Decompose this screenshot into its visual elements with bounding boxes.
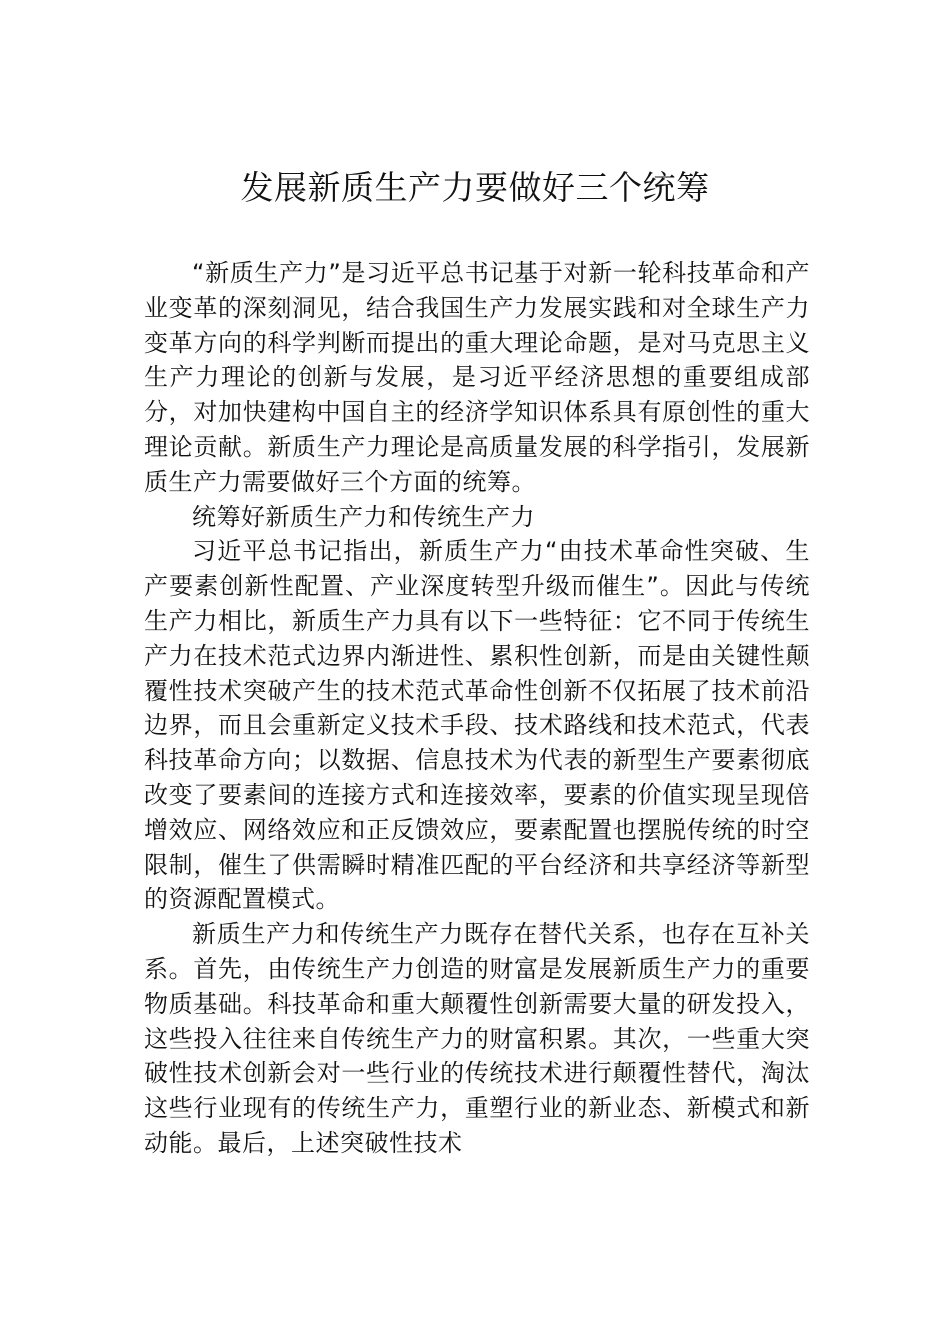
- section-heading: 统筹好新质生产力和传统生产力: [192, 502, 535, 531]
- paragraph-intro: “新质生产力”是习近平总书记基于对新一轮科技革命和产业变革的深刻洞见，结合我国生产力发展实践和对全球生产力变革方向的科学判断而提出的重大理论命题，是对马克思主义生产力理论的创新与发展，是习近平经济思想的重要组成部分，对加快建构中国自主的经济学知识体系具有原创性的重大理论贡献。新质生产力理论是高质量发展的科学指引，发展新质生产力需要做好三个方面的统筹。: [144, 259, 810, 496]
- document-body: [144, 256, 810, 1161]
- document-title: 发展新质生产力要做好三个统筹: [240, 168, 710, 207]
- paragraph-features: 习近平总书记指出，新质生产力“由技术革命性突破、生产要素创新性配置、产业深度转型升级而催生”。因此与传统生产力相比，新质生产力具有以下一些特征：它不同于传统生产力在技术范式边界内渐进性、累积性创新，而是由关键性颠覆性技术突破产生的技术范式革命性创新不仅拓展了技术前沿边界，而且会重新定义技术手段、技术路线和技术范式，代表科技革命方向；以数据、信息技术为代表的新型生产要素彻底改变了要素间的连接方式和连接效率，要素的价值实现呈现倍增效应、网络效应和正反馈效应，要素配置也摆脱传统的时空限制，催生了供需瞬时精准匹配的平台经济和共享经济等新型的资源配置模式。: [144, 537, 810, 914]
- paragraph-relationship: 新质生产力和传统生产力既存在替代关系，也存在互补关系。首先，由传统生产力创造的财富是发展新质生产力的重要物质基础。科技革命和重大颠覆性创新需要大量的研发投入，这些投入往往来自传统生产力的财富积累。其次，一些重大突破性技术创新会对一些行业的传统技术进行颠覆性替代，淘汰这些行业现有的传统生产力，重塑行业的新业态、新模式和新动能。最后，上述突破性技术: [144, 920, 810, 1157]
